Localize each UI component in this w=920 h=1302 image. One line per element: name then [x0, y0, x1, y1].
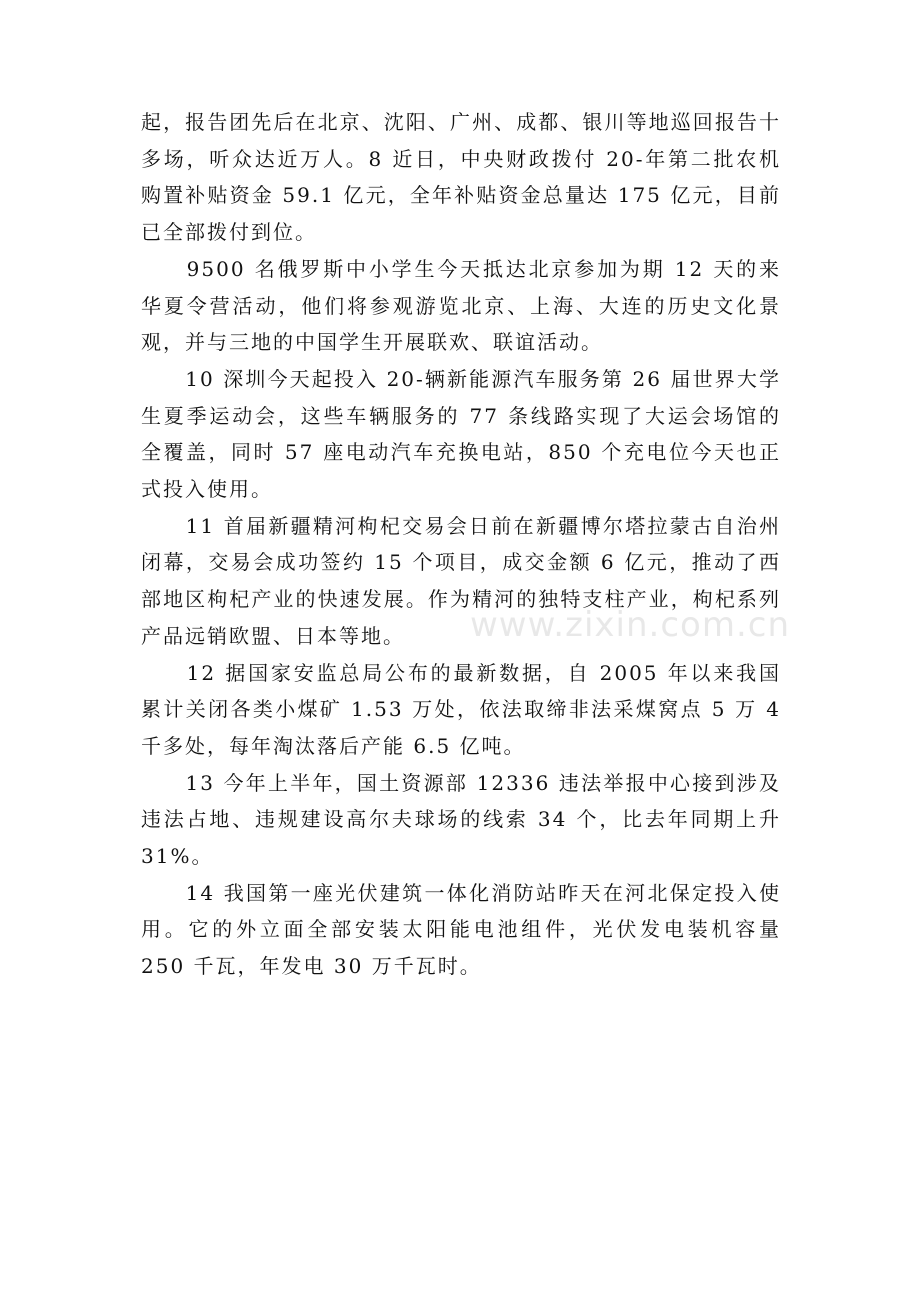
paragraph: 12 据国家安监总局公布的最新数据，自 2005 年以来我国累计关闭各类小煤矿 1.53 万处，依法取缔非法采煤窝点 5 万 4 千多处，每年淘汰落后产能 6.5 亿吨。 — [141, 660, 790, 758]
paragraph: 14 我国第一座光伏建筑一体化消防站昨天在河北保定投入使用。它的外立面全部安装太阳能电池组件，光伏发电装机容量 250 千瓦，年发电 30 万千瓦时。 — [141, 880, 790, 979]
paragraph: 11 首届新疆精河枸杞交易会日前在新疆博尔塔拉蒙古自治州闭幕，交易会成功签约 15 个项目，成交金额 6 亿元，推动了西部地区枸杞产业的快速发展。作为精河的独特支柱产业，枸杞系列产品远销欧盟、日本等地。 — [141, 513, 781, 648]
watermark: www.zixin.com.cn — [470, 605, 790, 645]
paragraph: 9500 名俄罗斯中小学生今天抵达北京参加为期 12 天的来华夏令营活动，他们将参观游览北京、上海、大连的历史文化景观，并与三地的中国学生开展联欢、联谊活动。 — [141, 256, 781, 355]
document-body — [141, 104, 790, 985]
paragraph: 10 深圳今天起投入 20-辆新能源汽车服务第 26 届世界大学生夏季运动会，这些车辆服务的 77 条线路实现了大运会场馆的全覆盖，同时 57 座电动汽车充换电站，850 个充电位今天也正式投入使用。 — [141, 366, 781, 502]
paragraph: 起，报告团先后在北京、沈阳、广州、成都、银川等地巡回报告十多场，听众达近万人。8 近日，中央财政拨付 20-年第二批农机购置补贴资金 59.1 亿元，全年补贴资金总量达 175 亿元，目前已全部拨付到位。 — [141, 110, 781, 245]
paragraph: 13 今年上半年，国土资源部 12336 违法举报中心接到涉及违法占地、违规建设高尔夫球场的线索 34 个，比去年同期上升 31%。 — [141, 770, 790, 869]
